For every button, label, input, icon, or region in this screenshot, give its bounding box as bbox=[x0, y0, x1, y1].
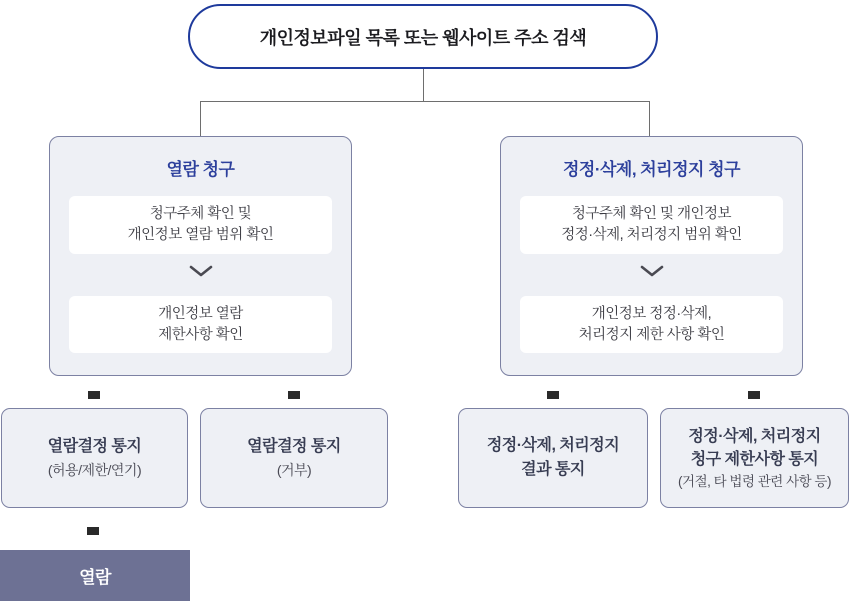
outcome-3-title-line2: 결과 통지 bbox=[521, 461, 585, 478]
panel-access-title: 열람 청구 bbox=[166, 160, 235, 179]
correction-step-verify-box bbox=[520, 196, 783, 254]
correction-step-verify-line2: 정정·삭제, 처리정지 범위 확인 bbox=[561, 227, 742, 243]
outcome-correction-result-notice-box bbox=[458, 408, 648, 508]
connector-right-vertical bbox=[649, 101, 650, 136]
outcome-1-title: 열람결정 통지 bbox=[47, 438, 142, 455]
connector-tick bbox=[288, 391, 300, 399]
access-step-verify-line2: 개인정보 열람 범위 확인 bbox=[127, 227, 274, 243]
final-access-box bbox=[0, 550, 190, 601]
panel-access-request bbox=[49, 136, 352, 376]
outcome-access-refusal-notice-box bbox=[200, 408, 388, 508]
outcome-access-decision-notice-box bbox=[1, 408, 188, 508]
root-search-label: 개인정보파일 목록 또는 웹사이트 주소 검색 bbox=[259, 27, 587, 48]
root-search-pill bbox=[188, 4, 658, 69]
chevron-down-icon bbox=[501, 261, 802, 281]
connector-tick bbox=[88, 391, 100, 399]
connector-root-vertical bbox=[423, 69, 424, 102]
access-step-restrictions-box bbox=[69, 296, 332, 353]
outcome-1-detail: (허용/제한/연기) bbox=[47, 462, 142, 478]
panel-correction-title: 정정·삭제, 처리정지 청구 bbox=[562, 160, 741, 179]
access-step-restrictions-line2: 제한사항 확인 bbox=[158, 326, 243, 343]
panel-correction-request bbox=[500, 136, 803, 376]
access-step-restrictions-line1: 개인정보 열람 bbox=[158, 305, 243, 322]
connector-tick bbox=[87, 527, 99, 535]
outcome-2-title: 열람결정 통지 bbox=[247, 438, 341, 455]
outcome-correction-restriction-notice-box bbox=[660, 408, 849, 508]
correction-step-restrictions-box bbox=[520, 296, 783, 353]
outcome-2-detail: (거부) bbox=[276, 462, 312, 478]
correction-step-verify-line1: 청구주체 확인 및 개인정보 bbox=[571, 206, 732, 222]
access-step-verify-line1: 청구주체 확인 및 bbox=[149, 206, 252, 222]
connector-split-horizontal bbox=[200, 101, 650, 102]
outcome-4-title-line2: 청구 제한사항 통지 bbox=[690, 450, 819, 468]
connector-tick bbox=[748, 391, 760, 399]
connector-tick bbox=[547, 391, 559, 399]
outcome-4-title-line1: 정정·삭제, 처리정지 bbox=[688, 427, 821, 445]
access-step-verify-box bbox=[69, 196, 332, 254]
final-access-label: 열람 bbox=[79, 568, 111, 587]
chevron-down-icon bbox=[50, 261, 351, 281]
correction-step-restrictions-line1: 개인정보 정정·삭제, bbox=[591, 305, 712, 322]
outcome-3-title-line1: 정정·삭제, 처리정지 bbox=[486, 437, 620, 454]
correction-step-restrictions-line2: 처리정지 제한 사항 확인 bbox=[578, 326, 725, 343]
outcome-4-detail: (거절, 타 법령 관련 사항 등) bbox=[678, 473, 831, 489]
connector-left-vertical bbox=[200, 101, 201, 136]
